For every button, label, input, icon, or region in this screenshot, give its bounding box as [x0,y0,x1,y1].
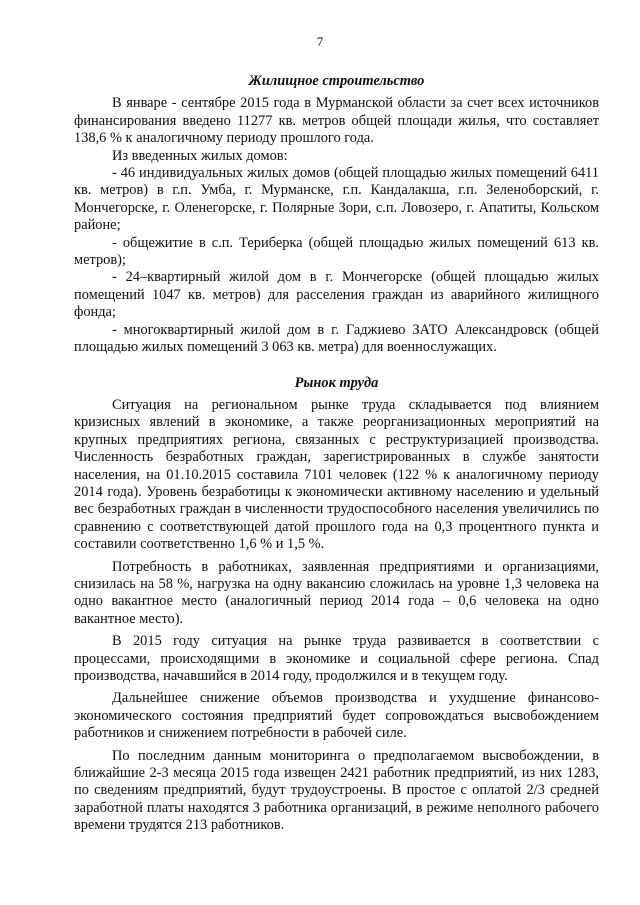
paragraph: Ситуация на региональном рынке труда складывается под влиянием кризисных явлений в экономике, а также реорганизационных мероприятий на крупных предприятиях региона, связанных с реструктуризацией производства. Численность безработных граждан, зарегистрированных в службе занятости населения, на 01.10.2015 составила 7101 человек (122 % к аналогичному периоду 2014 года). Уровень безработицы к экономически активному населению и удельный вес безработных граждан в численности трудоспособного населения увеличились по сравнению с соответствующей датой прошлого года на 0,3 процентного пункта и составили соответственно 1,6 % и 1,5 %. [74,396,599,553]
paragraph: В 2015 году ситуация на рынке труда развивается в соответствии с процессами, происходящими в экономике и социальной сфере региона. Спад производства, начавшийся в 2014 году, продолжился и в текущем году. [74,633,599,684]
list-item: - 46 индивидуальных жилых домов (общей площадью жилых помещений 6411 кв. метров) в г.п. Умба, г. Мурманске, г.п. Кандалакша, г.п. Зеленоборский, г. Мончегорске, г. Оленегорске, г. Полярные Зори, с.п. Ловозеро, г. Апатиты, Кольском районе; [74,165,599,234]
list-item: - 24–квартирный жилой дом в г. Мончегорске (общей площадью жилых помещений 1047 кв. метров) для расселения граждан из аварийного жилищного фонда; [74,269,599,321]
paragraph: Из введенных жилых домов: [112,147,288,164]
list-item: - общежитие в с.п. Териберка (общей площадью жилых помещений 613 кв. метров); [74,234,599,269]
paragraph: Дальнейшее снижение объемов производства и ухудшение финансово-экономического состояния предприятий будет сопровождаться высвобождением работников и снижением потребности в рабочей силе. [74,690,599,742]
paragraph: В январе - сентябре 2015 года в Мурманской области за счет всех источников финансирования введено 11277 кв. метров общей площади жилья, что составляет 138,6 % к аналогичному периоду прошлого года. [74,95,599,147]
list-item: - многоквартирный жилой дом в г. Гаджиево ЗАТО Александровск (общей площадью жилых помещений 3 063 кв. метра) для военнослужащих. [74,321,599,356]
section-labor-market [74,375,599,835]
page-number: 7 [316,34,324,49]
section-heading: Жилищное строительство [248,73,425,89]
section-heading: Рынок труда [294,374,379,391]
paragraph: По последним данным мониторинга о предполагаемом высвобождении, в ближайшие 2-3 месяца 2015 года извещен 2421 работник предприятий, из них 1283, по сведениям предприятий, будут трудоустроены. В простое с оплатой 2/3 средней заработной платы находятся 3 работника организаций, в режиме неполного рабочего времени трудятся 213 работников. [74,747,599,834]
page-body [74,73,599,835]
paragraph: Потребность в работниках, заявленная предприятиями и организациями, снизилась на 58 %, нагрузка на одну вакансию сложилась на уровне 1,3 человека на одно вакантное место (аналогичный период 2014 года – 0,6 человека на одно вакантное место). [74,558,599,627]
section-housing [74,73,599,357]
